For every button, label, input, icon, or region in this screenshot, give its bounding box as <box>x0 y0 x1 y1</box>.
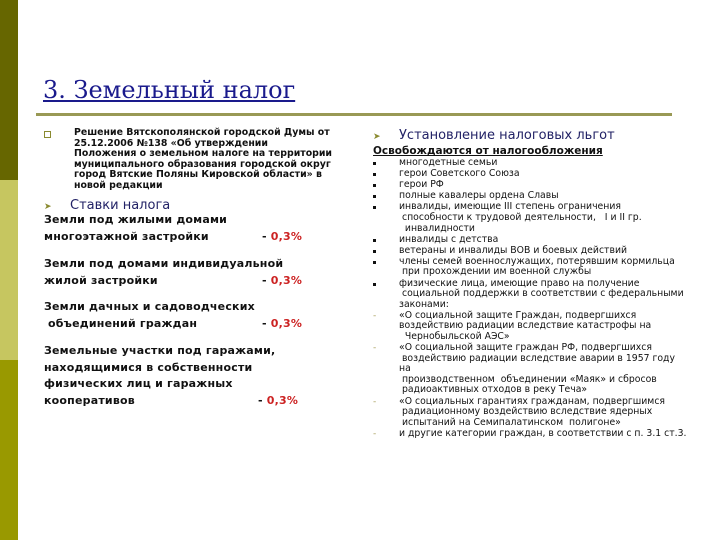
list-item-text: ветераны и инвалиды ВОВ и боевых действий <box>399 244 628 256</box>
rate-dash: - <box>258 393 267 407</box>
square-bullet-icon <box>373 239 376 242</box>
list-item-text: на <box>399 363 411 375</box>
slide-title: 3. Земельный налог <box>43 76 296 104</box>
list-item-text: воздействию радиации вследствие аварии в 1957 году <box>399 352 675 364</box>
rate-percent: 0,3% <box>270 229 303 243</box>
list-item-text: радиоактивных отходов в реку Теча» <box>399 384 588 396</box>
list-item <box>373 202 718 234</box>
rate-label-line: Земли под жилыми домами <box>44 213 228 226</box>
rate-percent: 0,3% <box>266 393 299 407</box>
list-item <box>373 158 718 169</box>
rate-label-line-with-value <box>44 316 344 333</box>
list-item-text: члены семей военнослужащих, потерявшим кормильца <box>399 255 675 267</box>
square-bullet-icon <box>373 261 376 264</box>
list-item-text: полные кавалеры ордена Славы <box>399 190 559 202</box>
square-bullet-icon <box>373 173 376 176</box>
resolution-line: муниципального образования городской округ <box>74 158 331 170</box>
list-item <box>373 191 718 202</box>
resolution-text <box>74 128 354 192</box>
dash-bullet-icon: - <box>373 343 377 354</box>
rate-label-line-with-value <box>44 273 344 290</box>
list-item-text: испытаний на Семипалатинском полигоне» <box>399 416 621 428</box>
list-item-text: «О социальных гарантиях гражданам, подвергшимся <box>399 395 666 407</box>
rate-label-line-with-value <box>44 229 344 246</box>
tax-rates-heading-label: Ставки налога <box>70 198 171 213</box>
list-item-text: воздействию радиации вследствие катастрофы на <box>399 320 652 332</box>
rate-label-line: находящимися в собственности <box>44 360 253 374</box>
list-item-text: при прохождении им военной службы <box>399 266 592 278</box>
rate-label-line: объединений граждан <box>44 316 198 330</box>
list-item-text: инвалиды, имеющие III степень ограничения <box>399 201 621 213</box>
rate-percent: 0,3% <box>270 273 303 287</box>
list-item-text: производственном объединении «Маяк» и сбросов <box>399 373 657 385</box>
list-item <box>373 257 718 278</box>
list-item-text: «О социальной защите Граждан, подвергшихся <box>399 309 637 321</box>
square-bullet-icon <box>373 283 376 286</box>
list-item <box>373 235 718 246</box>
list-item-text: социальной поддержки в соответствии с федеральными <box>399 288 684 300</box>
resolution-line: Положения о земельном налоге на территории <box>74 148 332 160</box>
arrow-bullet-icon: ➤ <box>373 132 381 142</box>
rate-dash: - <box>262 316 271 330</box>
tax-benefits-heading-label: Установление налоговых льгот <box>399 128 615 143</box>
rate-label-line: жилой застройки <box>44 273 158 287</box>
list-item <box>373 397 718 429</box>
rate-item <box>44 299 344 332</box>
rate-item <box>44 212 344 245</box>
rate-label-line-with-value <box>44 393 344 410</box>
list-item-text: способности к трудовой деятельности, I и II гр. <box>399 211 642 223</box>
list-item-text: многодетные семьи <box>399 157 498 168</box>
list-item <box>373 343 718 396</box>
rate-dash: - <box>262 229 271 243</box>
rate-label-line: многоэтажной застройки <box>44 229 209 243</box>
square-bullet-icon <box>373 184 376 187</box>
resolution-line: 25.12.2006 №138 «Об утверждении <box>74 137 268 149</box>
list-item <box>373 180 718 191</box>
exempt-heading: Освобождаются от налогообложения <box>373 145 603 157</box>
list-item <box>373 311 718 343</box>
resolution-line: Решение Вятскополянской городской Думы от <box>74 127 330 138</box>
rate-value <box>258 393 298 410</box>
list-item-text: Чернобыльской АЭС» <box>399 331 510 342</box>
square-bullet-icon <box>373 195 376 198</box>
resolution-line: город Вятские Поляны Кировской области» в <box>74 169 322 181</box>
list-item-text: физические лица, имеющие право на получение <box>399 277 640 289</box>
dash-bullet-icon: - <box>373 396 377 407</box>
list-item-text: и другие категории граждан, в соответствии с п. 3.1 ст.3. <box>399 427 687 439</box>
square-bullet-icon <box>373 206 376 209</box>
tax-rates-heading <box>44 198 170 213</box>
square-bullet-icon <box>373 162 376 165</box>
list-item <box>373 169 718 180</box>
list-item-text: инвалидности <box>399 222 475 234</box>
list-item <box>373 429 718 440</box>
list-item-text: радиационному воздействию вследствие ядерных <box>399 406 653 418</box>
rate-label-line: кооперативов <box>44 393 135 407</box>
resolution-item <box>44 128 354 192</box>
rate-label-line: Земли дачных и садоводческих <box>44 300 255 313</box>
rate-label-line: физических лиц и гаражных <box>44 377 233 390</box>
hollow-square-bullet-icon <box>44 131 51 138</box>
list-item-text: «О социальной защите граждан РФ, подвергшихся <box>399 342 653 354</box>
list-item-text: герои Советского Союза <box>399 168 520 180</box>
rate-value <box>262 229 302 246</box>
square-bullet-icon <box>373 250 376 253</box>
rate-item <box>44 256 344 289</box>
arrow-bullet-icon: ➤ <box>44 202 52 212</box>
tax-benefits-heading <box>373 128 615 143</box>
rate-percent: 0,3% <box>270 316 303 330</box>
dash-bullet-icon: - <box>373 310 377 321</box>
dash-bullet-icon: - <box>373 428 377 439</box>
rate-value <box>262 273 302 290</box>
exempt-list <box>373 158 718 440</box>
list-item-text: инвалиды с детства <box>399 233 499 245</box>
resolution-line: новой редакции <box>74 179 163 191</box>
rate-dash: - <box>262 273 271 287</box>
list-item-text: законами: <box>399 298 449 310</box>
rate-item <box>44 343 344 409</box>
list-item-text: герои РФ <box>399 179 444 191</box>
rate-value <box>262 316 302 333</box>
list-item <box>373 246 718 257</box>
rate-label-line: Земельные участки под гаражами, <box>44 344 276 357</box>
list-item <box>373 279 718 311</box>
rate-label-line: Земли под домами индивидуальной <box>44 257 284 270</box>
